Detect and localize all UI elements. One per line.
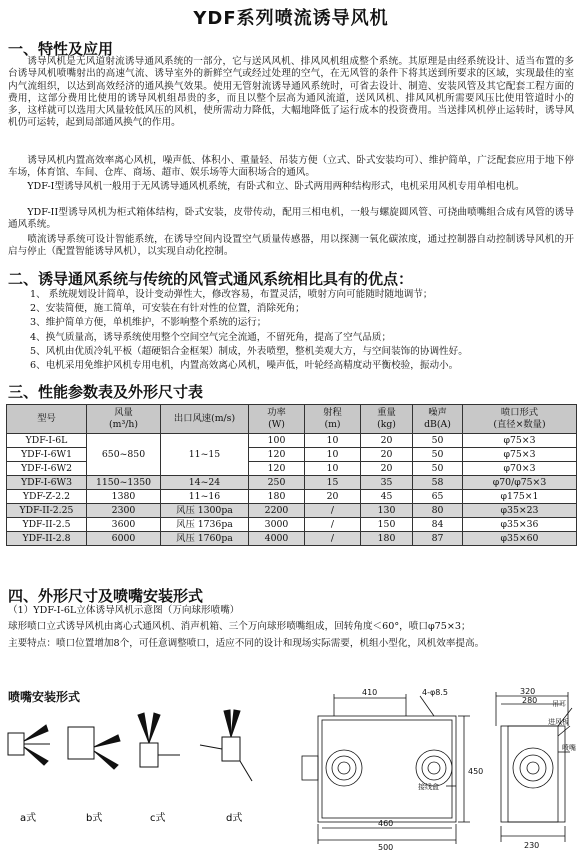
table-row: YDF-Z-2.2 1380 11~16 180 20 45 65 φ175×1 [7,490,577,504]
front-view-inner [322,720,452,818]
col-model: 型号 [7,405,87,434]
col-weight: 重量 (kg) [361,405,413,434]
dim-side-top: 320 [520,687,536,696]
jet-d2 [231,710,240,737]
col-power: 功率 (W) [249,405,305,434]
dim-holes: 4-φ8.5 [422,688,448,697]
fan-box-a [8,733,24,755]
jet-d1 [224,710,231,737]
list-item: 6、电机采用免维护风机专用电机，内置高效离心风机，噪声低，叶轮经高精度动平衡校验，振动小。 [30,360,459,372]
jet-c1 [138,713,149,743]
label-nozzle: 喷嘴 [562,744,576,752]
table-row: YDF-I-6L 650~850 11~15 100 10 20 50 φ75×3 [7,434,577,448]
merged-airflow-cell: 650~850 [87,434,161,476]
dim-length: 500 [378,843,394,852]
section1-paragraph-1: 诱导风机是无风道射流诱导通风系统的一部分，它与送风风机、排风风机组成整个系统。其原理是由经系统设计、适当布置的多台诱导风机喷嘴射出的高速气流、诱导室外的新鲜空气或经过处理的空气，在无风管的条件下将其送到所要求的区域，实现最佳的室内气流组织，以达到高效经济的通风换气效果。使用无管射流诱导通风系统时，可省去设计、制造、安装风管及其它配套工程方面的费用，这部分费用比使用的诱导风机组昂贵的多，而且以整个层高为通风流道，送风风机、排风风机所需要风压比使用管道时小的多，这样就可以选用大风量较低风压的风机，使所需动力降低，大幅地降低了运行成本的投资费用。当送排风机停止运转时，诱导风机仍可运转，起到局部通风换气的作用。 [8,56,574,129]
front-nozzle-right [416,750,452,786]
list-item: 2、安装简便，施工简单，可安装在有针对性的位置，消除死角； [30,303,305,315]
col-airflow: 风量 (m³/h) [87,405,161,434]
section1-paragraph-2: 诱导风机内置高效率离心风机，噪声低、体积小、重量轻、吊装方便（立式、卧式安装均可）、维护简单，广泛配套应用于地下停车场，体育馆、车间、仓库、商场、超市、娱乐场等大面积场合的通风。 [8,155,574,179]
section4-heading: 四、外形尺寸及喷嘴安装形式 [8,587,204,605]
section1-heading: 一、特性及应用 [8,40,114,58]
table-row: YDF-I-6W3 1150~1350 14~24 250 15 35 58 φ70/φ75×3 [7,476,577,490]
table-row: YDF-II-2.8 6000 风压 1760pa 4000 / 180 87 φ35×60 [7,532,577,546]
table-header-row [7,405,577,434]
front-nozzle-left [326,750,362,786]
description-line-1: 球形喷口立式诱导风机由离心式通风机、消声机箱、三个万向球形喷嘴组成，回转角度＜60°，喷口φ75×3； [8,621,471,632]
jet-d4 [240,761,252,781]
figure-caption: （1）YDF-I-6L立体诱导风机示意图（万向球形喷嘴） [8,605,240,616]
list-item: 5、风机由优质冷轧平板（超硬铝合金框架）制成，外表喷塑，整机美观大方，与空间装饰的协调性好。 [30,345,468,357]
jet-b2 [94,751,118,769]
table-row: YDF-I-6W2 120 10 20 50 φ70×3 [7,462,577,476]
col-speed: 出口风速(m/s) [161,405,249,434]
col-nozzle: 喷口形式 (直径×数量) [463,405,577,434]
label-junction-box: 接线盒 [418,783,439,791]
style-label-a: a式 [20,813,37,824]
table-row: YDF-II-2.5 3600 风压 1736pa 3000 / 150 84 φ35×36 [7,518,577,532]
list-item: 4、换气质量高，诱导系统使用整个空间空气完全流通，不留死角，提高了空气品质； [30,331,392,343]
section1-paragraph-4: YDF-II型诱导风机为柜式箱体结构，卧式安装，皮带传动，配用三相电机，一般与螺旋圆风管、可挠曲喷嘴组合成有风管的诱导通风系统。 [8,207,574,231]
dim-top-width: 410 [362,688,378,697]
jet-d3 [200,745,222,749]
front-left-stub [302,756,318,780]
fan-box-d [222,737,240,761]
list-item: 3、维护简单方便，单机维护，不影响整个系统的运行； [30,317,267,329]
label-inlet-plate: 进风板 [548,718,569,726]
dimension-drawing [296,686,582,852]
col-range: 射程 (m) [305,405,361,434]
table-row: YDF-I-6W1 120 10 20 50 φ75×3 [7,448,577,462]
advantages-list [30,288,575,373]
spec-table [6,404,577,546]
jet-c2 [149,713,160,743]
nozzle-install-figure [0,705,300,854]
dim-bottom-inner: 460 [378,819,394,828]
dim-height: 450 [468,767,484,776]
jet-a1 [24,725,48,741]
section1-paragraph-5: 喷流诱导系统可设计智能系统，在诱导空间内设置空气质量传感器，用以探测一氧化碳浓度，通过控制器自动控制诱导风机的开启与停止（配置智能诱导风机），以实现自动化控制。 [8,234,574,258]
style-label-c: c式 [150,813,166,824]
style-label-b: b式 [86,813,103,824]
dim-side-bottom: 230 [524,841,540,850]
side-nozzle [513,748,553,788]
table-row: YDF-II-2.25 2300 风压 1300pa 2200 / 130 80 φ35×23 [7,504,577,518]
style-label-d: d式 [226,813,243,824]
description-line-2: 主要特点：喷口位置增加8个，可任意调整喷口，适应不同的设计和现场实际需要，机组小型化，风机效率提高。 [8,638,485,649]
section1-paragraph-3: YDF-I型诱导风机一般用于无风诱导通风机系统，有卧式和立、卧式两用两种结构形式，电机采用风机专用单相电机。 [27,181,525,192]
label-hanger: 吊耳 [552,700,566,708]
fan-box-b [68,727,94,759]
section2-heading: 二、诱导通风系统与传统的风管式通风系统相比具有的优点： [8,270,414,288]
fan-box-c [140,743,158,767]
jet-a2 [24,747,48,765]
dim-side-top-inner: 280 [522,696,538,705]
page-title: YDF系列喷流诱导风机 [193,8,389,29]
col-noise: 噪声 dB(A) [413,405,463,434]
merged-speed-cell: 11~15 [161,434,249,476]
section3-heading: 三、性能参数表及外形尺寸表 [8,383,204,401]
list-item: 1、 系统规划设计简单，设计变动弹性大，修改容易，布置灵活，喷射方向可能随时随地调节； [30,289,433,300]
install-heading: 喷嘴安装形式 [8,690,81,704]
front-view-box [318,716,456,822]
jet-b1 [94,735,120,747]
